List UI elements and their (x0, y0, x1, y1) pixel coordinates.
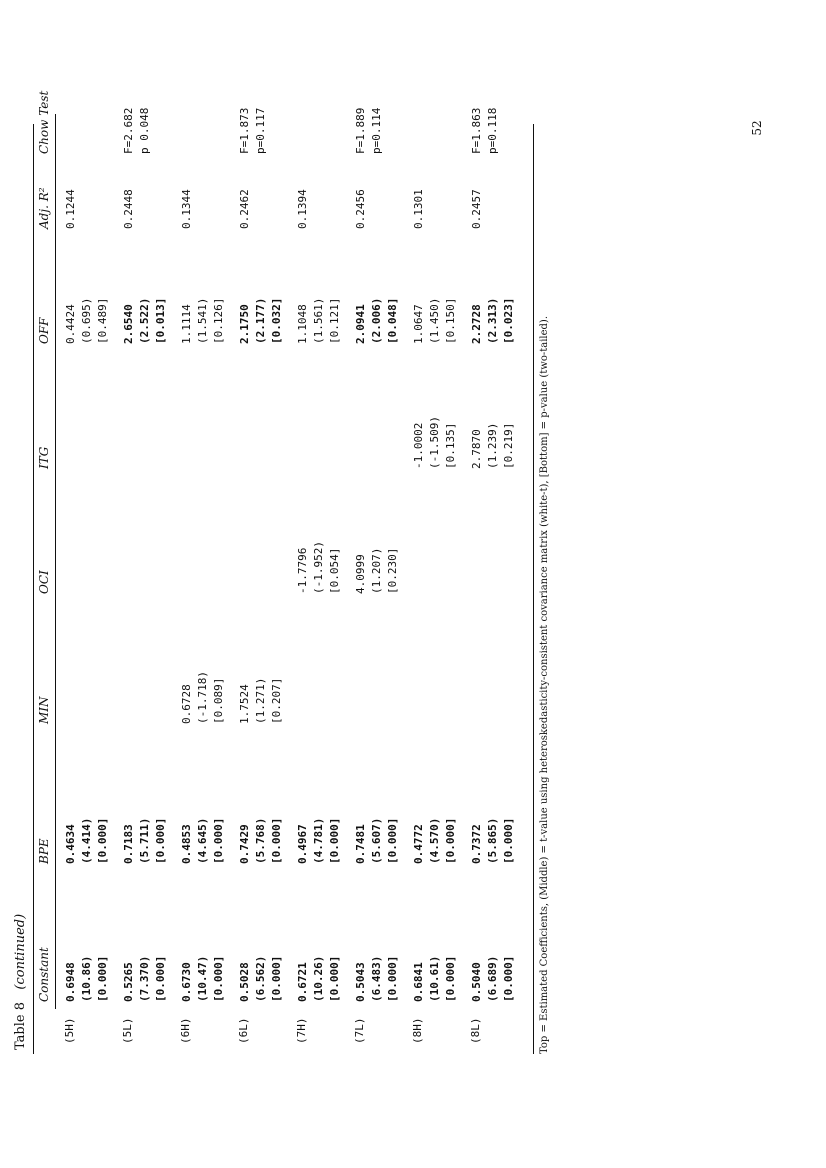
p-value: [0.000] (270, 955, 283, 1002)
chow-p: p=0.117 (254, 107, 267, 154)
row-label: (5L) (121, 1017, 134, 1044)
t-value: (1.271) (254, 677, 267, 724)
cell-adjr2: 0.2456 (354, 189, 367, 229)
p-value: [0.000] (444, 817, 457, 864)
row-label: (5H) (63, 1017, 76, 1044)
coefficient: 0.5040 (470, 962, 483, 1002)
t-value: (1.450) (428, 297, 441, 344)
cell-adjr2: 0.1344 (180, 189, 193, 229)
t-value: (6.562) (254, 955, 267, 1002)
coefficient: 0.4967 (296, 824, 309, 864)
p-value: [0.207] (270, 677, 283, 724)
header-constant: Constant (37, 947, 51, 1002)
t-value: (0.695) (80, 297, 93, 344)
p-value: [0.000] (502, 955, 515, 1002)
cell-adjr2: 0.1394 (296, 189, 309, 229)
chow-f: F=2.682 (122, 107, 135, 154)
cell-oci (353, 548, 401, 594)
header-min: MIN (37, 696, 51, 724)
t-value: (7.370) (138, 955, 151, 1002)
cell-chow (237, 108, 269, 154)
t-value: (5.865) (486, 817, 499, 864)
cell-bpe (179, 818, 227, 864)
row-label: (8H) (411, 1017, 424, 1044)
coefficient: 2.7870 (470, 429, 483, 469)
cell-constant (179, 956, 227, 1002)
coefficient: 2.6540 (122, 304, 135, 344)
cell-adjr2: 0.2448 (122, 189, 135, 229)
cell-bpe (63, 818, 111, 864)
table-caption (13, 914, 28, 1050)
cell-bpe (237, 818, 285, 864)
header-off: OFF (37, 317, 51, 344)
row-label: (7L) (353, 1017, 366, 1044)
p-value: [0.000] (502, 817, 515, 864)
row-label: (6L) (237, 1017, 250, 1044)
t-value: (-1.509) (428, 416, 441, 469)
header-chow: Chow Test (37, 90, 51, 154)
coefficient: 0.6721 (296, 962, 309, 1002)
cell-off (63, 298, 111, 344)
t-value: (1.207) (370, 547, 383, 594)
cell-adjr2: 0.1244 (64, 189, 77, 229)
p-value: [0.013] (154, 297, 167, 344)
coefficient: 1.7524 (238, 684, 251, 724)
p-value: [0.000] (154, 817, 167, 864)
cell-constant (63, 956, 111, 1002)
t-value: (5.711) (138, 817, 151, 864)
coefficient: 0.6948 (64, 962, 77, 1002)
cell-off (353, 298, 401, 344)
cell-off (179, 298, 227, 344)
p-value: [0.000] (96, 955, 109, 1002)
p-value: [0.121] (328, 297, 341, 344)
cell-constant (469, 956, 517, 1002)
p-value: [0.048] (386, 297, 399, 344)
cell-chow (469, 108, 501, 154)
coefficient: 0.7481 (354, 824, 367, 864)
caption-label: Table 8 (13, 1002, 28, 1050)
p-value: [0.000] (270, 817, 283, 864)
p-value: [0.000] (154, 955, 167, 1002)
header-rule (55, 114, 56, 1009)
coefficient: 0.5265 (122, 962, 135, 1002)
p-value: [0.000] (386, 817, 399, 864)
t-value: (6.689) (486, 955, 499, 1002)
t-value: (10.86) (80, 955, 93, 1002)
cell-off (411, 298, 459, 344)
t-value: (2.177) (254, 297, 267, 344)
chow-p: p=0.118 (486, 107, 499, 154)
cell-off (295, 298, 343, 344)
t-value: (10.61) (428, 955, 441, 1002)
p-value: [0.032] (270, 297, 283, 344)
cell-bpe (353, 818, 401, 864)
p-value: [0.489] (96, 297, 109, 344)
cell-bpe (121, 818, 169, 864)
cell-constant (237, 956, 285, 1002)
coefficient: 1.1114 (180, 304, 193, 344)
p-value: [0.230] (386, 547, 399, 594)
page-number: 52 (750, 120, 764, 136)
coefficient: 0.4772 (412, 824, 425, 864)
header-bpe: BPE (37, 838, 51, 864)
p-value: [0.126] (212, 297, 225, 344)
p-value: [0.000] (444, 955, 457, 1002)
t-value: (5.607) (370, 817, 383, 864)
cell-min (237, 678, 285, 724)
cell-off (121, 298, 169, 344)
cell-min (179, 671, 227, 724)
coefficient: 0.5028 (238, 962, 251, 1002)
t-value: (1.541) (196, 297, 209, 344)
t-value: (10.47) (196, 955, 209, 1002)
coefficient: 1.1048 (296, 304, 309, 344)
p-value: [0.089] (212, 677, 225, 724)
cell-itg (469, 423, 517, 469)
coefficient: 0.6841 (412, 962, 425, 1002)
t-value: (5.768) (254, 817, 267, 864)
p-value: [0.054] (328, 547, 341, 594)
chow-p: p=0.114 (370, 107, 383, 154)
t-value: (2.006) (370, 297, 383, 344)
cell-constant (411, 956, 459, 1002)
cell-chow (353, 108, 385, 154)
cell-itg (411, 416, 459, 469)
coefficient: 1.0647 (412, 304, 425, 344)
chow-f: F=1.863 (470, 107, 483, 154)
cell-off (469, 298, 517, 344)
t-value: (10.26) (312, 955, 325, 1002)
cell-bpe (295, 818, 343, 864)
coefficient: -1.0002 (412, 422, 425, 469)
cell-constant (121, 956, 169, 1002)
t-value: (4.414) (80, 817, 93, 864)
coefficient: 0.7183 (122, 824, 135, 864)
coefficient: 4.0999 (354, 554, 367, 594)
cell-bpe (411, 818, 459, 864)
cell-oci (295, 541, 343, 594)
cell-constant (295, 956, 343, 1002)
t-value: (4.570) (428, 817, 441, 864)
rotated-table (13, 90, 573, 1064)
coefficient: -1.7796 (296, 547, 309, 594)
cell-off (237, 298, 285, 344)
coefficient: 0.4424 (64, 304, 77, 344)
coefficient: 0.4853 (180, 824, 193, 864)
p-value: [0.023] (502, 297, 515, 344)
coefficient: 2.1750 (238, 304, 251, 344)
coefficient: 2.2728 (470, 304, 483, 344)
cell-chow (121, 108, 153, 154)
t-value: (-1.718) (196, 671, 209, 724)
t-value: (1.239) (486, 422, 499, 469)
cell-adjr2: 0.2462 (238, 189, 251, 229)
p-value: [0.000] (328, 955, 341, 1002)
p-value: [0.000] (212, 817, 225, 864)
chow-f: F=1.889 (354, 107, 367, 154)
row-label: (6H) (179, 1017, 192, 1044)
coefficient: 2.0941 (354, 304, 367, 344)
table-note: Top = Estimated Coefficients, (Middle) = t-value using heteroskedasticity-consistent covariance matrix (white-t), [Bottom] = p-value (two-tailed). (539, 315, 550, 1054)
coefficient: 0.7372 (470, 824, 483, 864)
chow-f: F=1.873 (238, 107, 251, 154)
p-value: [0.000] (96, 817, 109, 864)
p-value: [0.219] (502, 422, 515, 469)
t-value: (1.561) (312, 297, 325, 344)
cell-constant (353, 956, 401, 1002)
top-rule (33, 124, 34, 1054)
coefficient: 0.6730 (180, 962, 193, 1002)
p-value: [0.000] (386, 955, 399, 1002)
t-value: (2.522) (138, 297, 151, 344)
cell-bpe (469, 818, 517, 864)
t-value: (4.781) (312, 817, 325, 864)
t-value: (6.483) (370, 955, 383, 1002)
t-value: (-1.952) (312, 541, 325, 594)
p-value: [0.135] (444, 422, 457, 469)
cell-adjr2: 0.1301 (412, 189, 425, 229)
coefficient: 0.4634 (64, 824, 77, 864)
cell-adjr2: 0.2457 (470, 189, 483, 229)
coefficient: 0.6728 (180, 684, 193, 724)
header-itg: ITG (37, 446, 51, 469)
header-oci: OCI (37, 570, 51, 594)
p-value: [0.000] (328, 817, 341, 864)
caption-suffix: (continued) (13, 913, 28, 990)
t-value: (2.313) (486, 297, 499, 344)
t-value: (4.645) (196, 817, 209, 864)
bottom-rule (533, 124, 534, 1054)
p-value: [0.000] (212, 955, 225, 1002)
coefficient: 0.5043 (354, 962, 367, 1002)
p-value: [0.150] (444, 297, 457, 344)
chow-p: p 0.048 (138, 107, 151, 154)
header-adjr2: Adj. R² (37, 187, 51, 229)
row-label: (8L) (469, 1017, 482, 1044)
coefficient: 0.7429 (238, 824, 251, 864)
row-label: (7H) (295, 1017, 308, 1044)
